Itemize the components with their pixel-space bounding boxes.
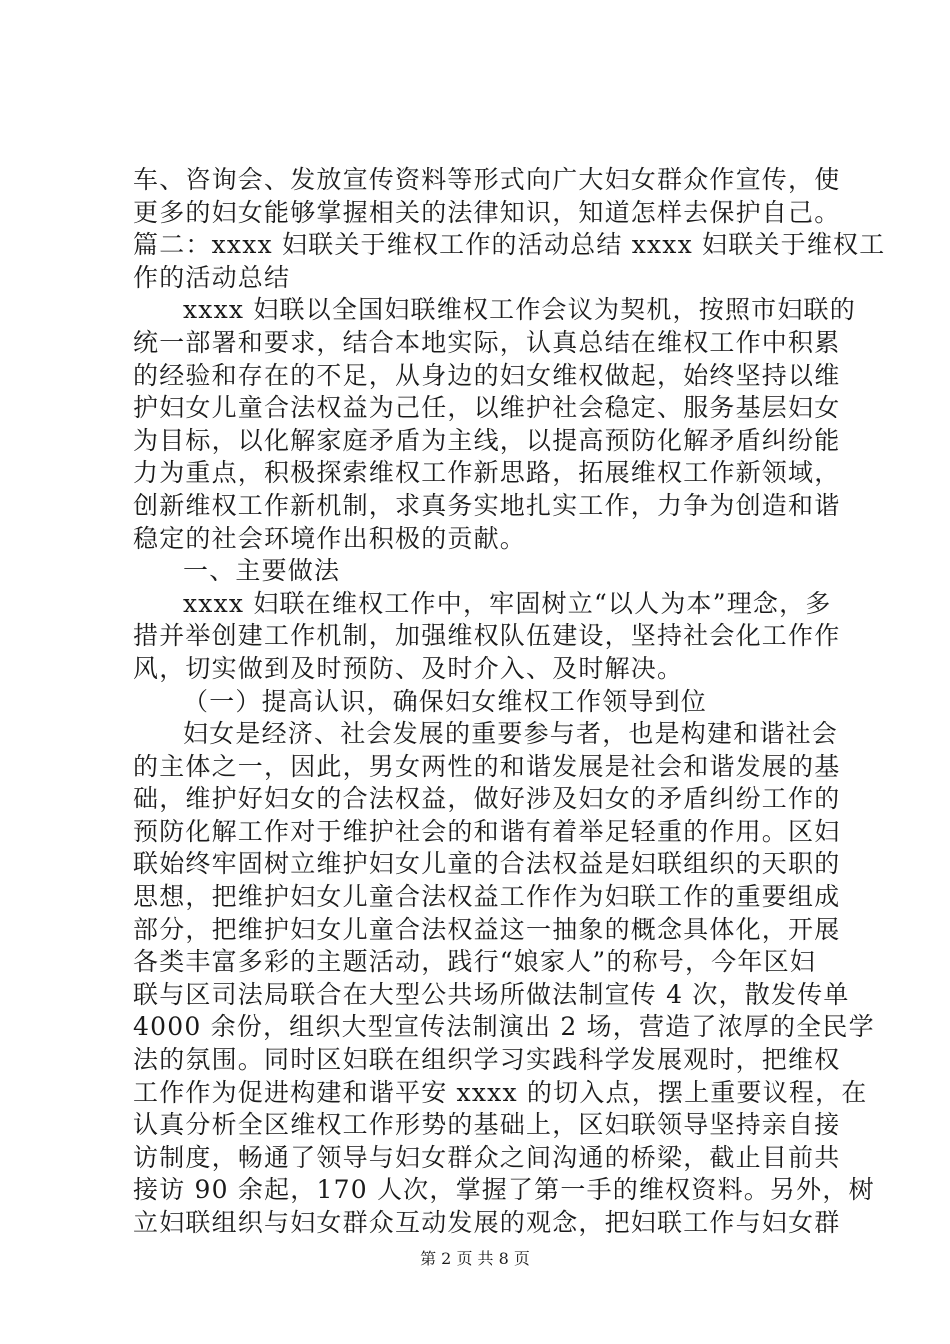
text-line: 各类丰富多彩的主题活动，践行“娘家人”的称号，今年区妇 [133,947,816,977]
text-line: 工作作为促进构建和谐平安 xxxx 的切入点，摆上重要议程，在 [133,1077,868,1107]
text-line: 力为重点，积极探索维权工作新思路，拓展维权工作新领域， [133,458,841,488]
text-line: 联始终牢固树立维护妇女儿童的合法权益是妇联组织的天职的 [133,849,841,879]
text-line: 作的活动总结 [133,262,291,292]
text-line: 的经验和存在的不足，从身边的妇女维权做起，始终坚持以维 [133,360,841,390]
text-line: 一、主要做法 [183,556,341,586]
text-line: 预防化解工作对于维护社会的和谐有着举足轻重的作用。区妇 [133,816,841,846]
text-line: 更多的妇女能够掌握相关的法律知识，知道怎样去保护自己。 [133,197,841,227]
text-line: 立妇联组织与妇女群众互动发展的观念，把妇联工作与妇女群 [133,1208,841,1237]
page-footer: 第 2 页 共 8 页 [420,1249,530,1268]
text-line: 稳定的社会环境作出积极的贡献。 [133,523,527,553]
text-line: 思想，把维护妇女儿童合法权益工作作为妇联工作的重要组成 [133,882,841,912]
text-line: 法的氛围。同时区妇联在组织学习实践科学发展观时，把维权 [133,1045,841,1075]
document-body [133,164,886,1240]
text-line: 接访 90 余起，170 人次，掌握了第一手的维权资料。另外，树 [133,1175,875,1205]
text-line: 措并举创建工作机制，加强维权队伍建设，坚持社会化工作作 [133,621,841,651]
text-line: 车、咨询会、发放宣传资料等形式向广大妇女群众作宣传，使 [133,165,841,194]
text-line: 篇二：xxxx 妇联关于维权工作的活动总结 xxxx 妇联关于维权工 [133,230,886,260]
text-line: 妇女是经济、社会发展的重要参与者，也是构建和谐社会 [183,719,839,749]
text-line: 访制度，畅通了领导与妇女群众之间沟通的桥梁，截止目前共 [133,1142,841,1172]
text-line: 护妇女儿童合法权益为己任，以维护社会稳定、服务基层妇女 [133,393,841,423]
text-line: xxxx 妇联在维权工作中，牢固树立“以人为本”理念，多 [183,588,832,618]
text-line: 创新维权工作新机制，求真务实地扎实工作，力争为创造和谐 [133,490,841,520]
text-line: 的主体之一，因此，男女两性的和谐发展是社会和谐发展的基 [133,751,841,781]
text-line: 认真分析全区维权工作形势的基础上，区妇联领导坚持亲自接 [133,1110,841,1140]
text-line: 部分，把维护妇女儿童合法权益这一抽象的概念具体化，开展 [133,914,841,944]
text-line: xxxx 妇联以全国妇联维权工作会议为契机，按照市妇联的 [183,295,856,325]
text-line: 联与区司法局联合在大型公共场所做法制宣传 4 次，散发传单 [133,979,850,1009]
text-line: 4000 余份，组织大型宣传法制演出 2 场，营造了浓厚的全民学 [133,1012,875,1042]
text-line: 风，切实做到及时预防、及时介入、及时解决。 [133,653,684,683]
text-line: 础，维护好妇女的合法权益，做好涉及妇女的矛盾纠纷工作的 [133,784,841,814]
text-line: 统一部署和要求，结合本地实际，认真总结在维权工作中积累 [133,327,841,357]
text-line: （一）提高认识，确保妇女维权工作领导到位 [183,686,708,716]
text-line: 为目标，以化解家庭矛盾为主线，以提高预防化解矛盾纠纷能 [133,425,841,455]
